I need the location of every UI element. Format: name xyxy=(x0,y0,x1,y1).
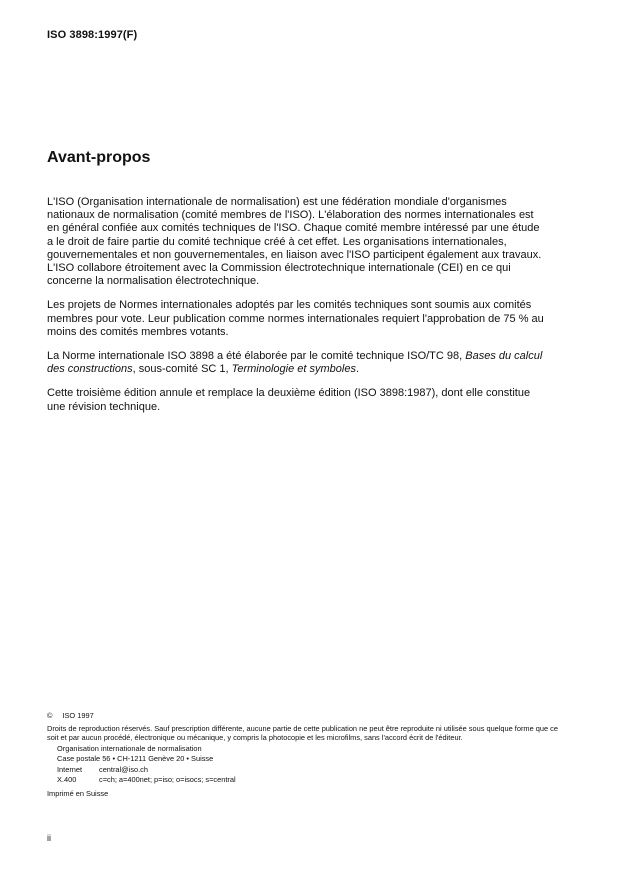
postal-address: Case postale 56 • CH-1211 Genève 20 • Suisse xyxy=(57,754,214,763)
page-title: Avant-propos xyxy=(47,149,151,166)
copyright-footer xyxy=(47,711,562,799)
internet-value: central@iso.ch xyxy=(99,764,148,774)
copyright-icon: © xyxy=(47,711,53,720)
committee-name: Bases du calcul des constructions xyxy=(47,350,543,376)
paragraph-iso-description: L'ISO (Organisation internationale de normalisation) est une fédération mondiale d'organismes nationaux de normalisation (comité membres de l'ISO). L'élaboration des normes internationales est en général confiée aux comités techniques de l'ISO. Chaque comité membre intéressé par une étude a le droit de faire partie du comité technique créé à cet effet. Les organisations internationales, gouvernementales et non gouvernementales, en liaison avec l'ISO participent également aux travaux. L'ISO collabore étroitement avec la Commission électrotechnique internationale (CEI) en ce qui concerne la normalisation électrotechnique. xyxy=(47,196,542,288)
publisher-address xyxy=(57,744,562,786)
committee-text-1: La Norme internationale ISO 3898 a été élaborée par le comité technique ISO/TC 98, xyxy=(47,350,466,363)
internet-line xyxy=(57,765,562,776)
committee-text-3: . xyxy=(355,363,360,376)
subcommittee-name: Terminologie et symboles xyxy=(231,363,356,376)
copyright-line xyxy=(47,711,562,722)
organisation-name: Organisation internationale de normalisation xyxy=(57,743,202,753)
paragraph-edition: Cette troisième édition annule et remplace la deuxième édition (ISO 3898:1987), dont elle constitue une révision technique. xyxy=(47,387,531,413)
x400-label: X.400 xyxy=(57,775,77,784)
x400-line xyxy=(57,775,562,786)
paragraph-voting: Les projets de Normes internationales adoptés par les comités techniques sont soumis aux comités membres pour vote. Leur publication comme normes internationales requiert l'approbation de 75 % au moins des comités membres votants. xyxy=(47,299,544,338)
copyright-text: ISO 1997 xyxy=(62,711,94,720)
page-number: ii xyxy=(47,833,51,843)
document-reference: ISO 3898:1997(F) xyxy=(47,29,138,41)
paragraph-committee xyxy=(47,350,547,376)
rights-notice: Droits de reproduction réservés. Sauf prescription différente, aucune partie de cette publication ne peut être reproduite ni utilisée sous quelque forme que ce soit et par aucun procédé, électronique ou mécanique, y compris la photocopie et les microfilms, sans l'accord écrit de l'éditeur. xyxy=(47,723,558,742)
printed-in: Imprimé en Suisse xyxy=(47,788,109,798)
x400-value: c=ch; a=400net; p=iso; o=isocs; s=central xyxy=(99,775,236,784)
internet-label: Internet xyxy=(57,764,83,774)
committee-text-2: , sous-comité SC 1, xyxy=(132,363,232,376)
foreword-body xyxy=(47,196,547,425)
